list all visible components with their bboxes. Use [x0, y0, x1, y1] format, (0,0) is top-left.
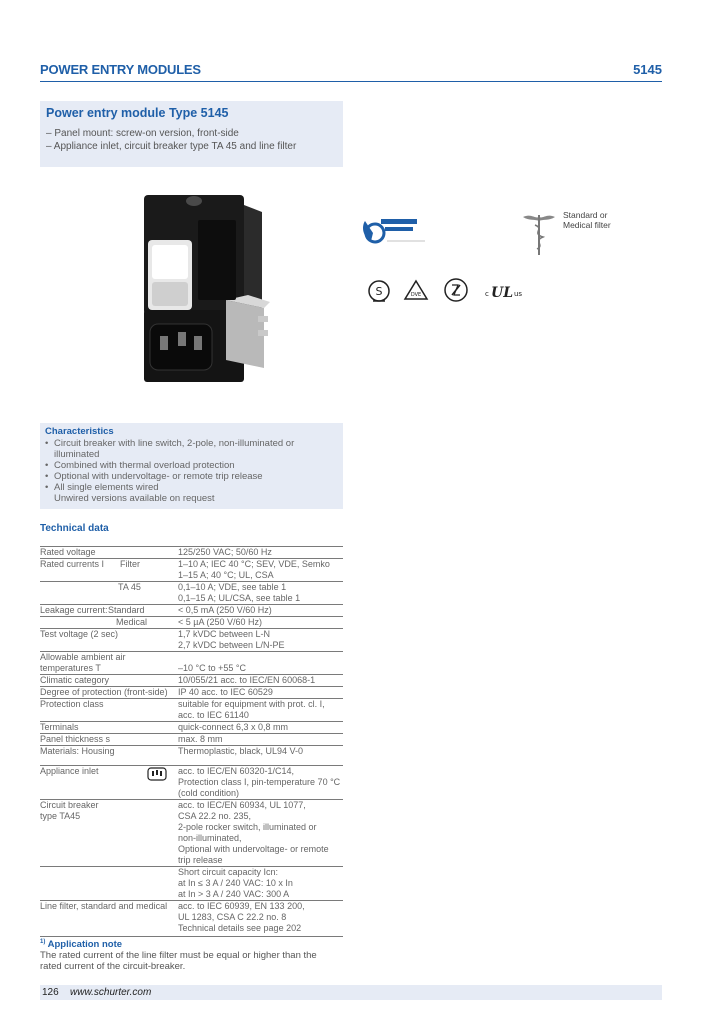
- row-label: Allowable ambient air temperatures T: [40, 652, 126, 673]
- sev-icon: [443, 277, 469, 303]
- row-value: –10 °C to +55 °C: [178, 663, 246, 673]
- svg-text:S: S: [375, 285, 383, 298]
- caduceus-icon: [521, 211, 557, 255]
- table-row: [40, 604, 343, 616]
- table-row: [40, 721, 343, 733]
- page-number: 126: [42, 987, 59, 998]
- table-row: [40, 581, 343, 604]
- page-footer: [40, 985, 662, 1000]
- row-label: Rated currents I: [40, 559, 105, 569]
- table-row: [40, 558, 343, 581]
- row-label: Rated voltage: [40, 547, 96, 557]
- table-row: [40, 799, 343, 866]
- row-label: Degree of protection (front-side): [40, 687, 168, 697]
- header-divider: [40, 81, 662, 82]
- product-title-box: [40, 101, 343, 167]
- row-sublabel: Medical: [116, 617, 148, 627]
- row-value: 1,7 kVDC between L-N 2,7 kVDC between L/N-PE: [178, 629, 285, 650]
- row-value: suitable for equipment with prot. cl. I, acc. to IEC 61140: [178, 699, 325, 720]
- svg-text:UL: UL: [491, 285, 514, 301]
- row-value: acc. to IEC/EN 60320-1/C14, Protection class I, pin-temperature 70 °C (cold condition): [178, 766, 341, 798]
- svg-text:DVE: DVE: [410, 292, 422, 298]
- section-title: POWER ENTRY MODULES: [40, 62, 201, 77]
- row-sublabel: Filter: [120, 559, 140, 569]
- list-item: • Circuit breaker with line switch, 2-pole, non-illuminated or illuminated: [45, 438, 295, 460]
- row-value: Short circuit capacity Icn: at In ≤ 3 A / 240 VAC: 10 x In at In > 3 A / 240 VAC: 300 A: [178, 867, 293, 899]
- svg-text:c: c: [485, 290, 489, 298]
- row-label: Climatic category: [40, 675, 110, 685]
- table-row: [40, 628, 343, 651]
- row-sublabel: TA 45: [118, 582, 141, 592]
- application-note-text: rated current of the circuit-breaker.: [40, 961, 186, 973]
- table-row: [40, 651, 343, 674]
- row-label: Leakage current:: [40, 605, 108, 615]
- table-row: [40, 733, 343, 745]
- table-row: [40, 900, 343, 934]
- row-value: IP 40 acc. to IEC 60529: [178, 687, 273, 697]
- page-header: [40, 62, 662, 80]
- product-heading: Power entry module Type 5145: [46, 106, 229, 120]
- product-code: 5145: [633, 62, 662, 77]
- row-value: 1–10 A; IEC 40 °C; SEV, VDE, Semko 1–15 A; 40 °C; UL, CSA: [178, 559, 330, 580]
- table-row: [40, 745, 343, 757]
- row-value: 0,1–10 A; VDE, see table 1 0,1–15 A; UL/CSA, see table 1: [178, 582, 301, 603]
- vde-icon: [403, 279, 429, 303]
- list-item: • Combined with thermal overload protection: [45, 460, 235, 471]
- cb-icon: [359, 213, 429, 247]
- application-note-text: The rated current of the line filter must be equal or higher than the: [40, 950, 317, 962]
- appliance-inlet-icon: [147, 767, 167, 781]
- feature-line: – Appliance inlet, circuit breaker type TA 45 and line filter: [46, 141, 297, 152]
- row-value: max. 8 mm: [178, 734, 223, 744]
- row-label: Materials: Housing: [40, 746, 115, 756]
- row-label: [40, 867, 178, 878]
- row-value: acc. to IEC 60939, EN 133 200, UL 1283, CSA C 22.2 no. 8 Technical details see page 202: [178, 901, 305, 933]
- row-label: Appliance inlet: [40, 766, 99, 776]
- row-value: acc. to IEC/EN 60934, UL 1077, CSA 22.2 no. 235, 2-pole rocker switch, illuminated or non-illuminated, Optional with undervoltage- or remote trip release: [178, 800, 329, 865]
- certification-marks: [355, 205, 625, 315]
- power-entry-module-image: [136, 190, 272, 390]
- filter-type-label: Standard or Medical filter: [563, 210, 611, 230]
- table-row: [40, 698, 343, 721]
- table-row: [40, 765, 343, 799]
- row-label: Line filter, standard and medical: [40, 901, 168, 911]
- cul-us-icon: [483, 281, 527, 301]
- row-value: < 0,5 mA (250 V/60 Hz): [178, 605, 272, 615]
- semko-icon: [367, 277, 391, 305]
- row-value: < 5 µA (250 V/60 Hz): [178, 617, 262, 627]
- row-value: 10/055/21 acc. to IEC/EN 60068-1: [178, 675, 316, 685]
- website-link[interactable]: www.schurter.com: [70, 987, 152, 998]
- characteristics-list: [45, 438, 338, 504]
- row-value: Thermoplastic, black, UL94 V-0: [178, 746, 304, 756]
- characteristics-heading: Characteristics: [45, 426, 114, 437]
- list-item: • All single elements wired Unwired versions available on request: [45, 482, 215, 504]
- row-label: Terminals: [40, 722, 79, 732]
- table-row: [40, 866, 343, 900]
- table-row: [40, 616, 343, 628]
- application-note: [40, 936, 343, 972]
- row-label: Protection class: [40, 699, 104, 709]
- svg-text:us: us: [514, 290, 523, 298]
- characteristics-box: [40, 423, 343, 509]
- technical-data-table: [40, 546, 343, 934]
- row-label: Circuit breaker type TA45: [40, 800, 99, 821]
- table-row: [40, 686, 343, 698]
- list-item: • Optional with undervoltage- or remote trip release: [45, 471, 263, 482]
- table-row: [40, 546, 343, 558]
- row-sublabel: Standard: [108, 605, 145, 615]
- row-label: Test voltage (2 sec): [40, 629, 119, 639]
- table-row: [40, 674, 343, 686]
- row-label: Panel thickness s: [40, 734, 111, 744]
- application-note-heading: $^{1)}$ Application note: [40, 939, 123, 951]
- row-value: quick-connect 6,3 x 0,8 mm: [178, 722, 289, 732]
- technical-data-heading: Technical data: [40, 523, 109, 534]
- feature-line: – Panel mount: screw-on version, front-side: [46, 128, 239, 139]
- row-value: 125/250 VAC; 50/60 Hz: [178, 547, 272, 557]
